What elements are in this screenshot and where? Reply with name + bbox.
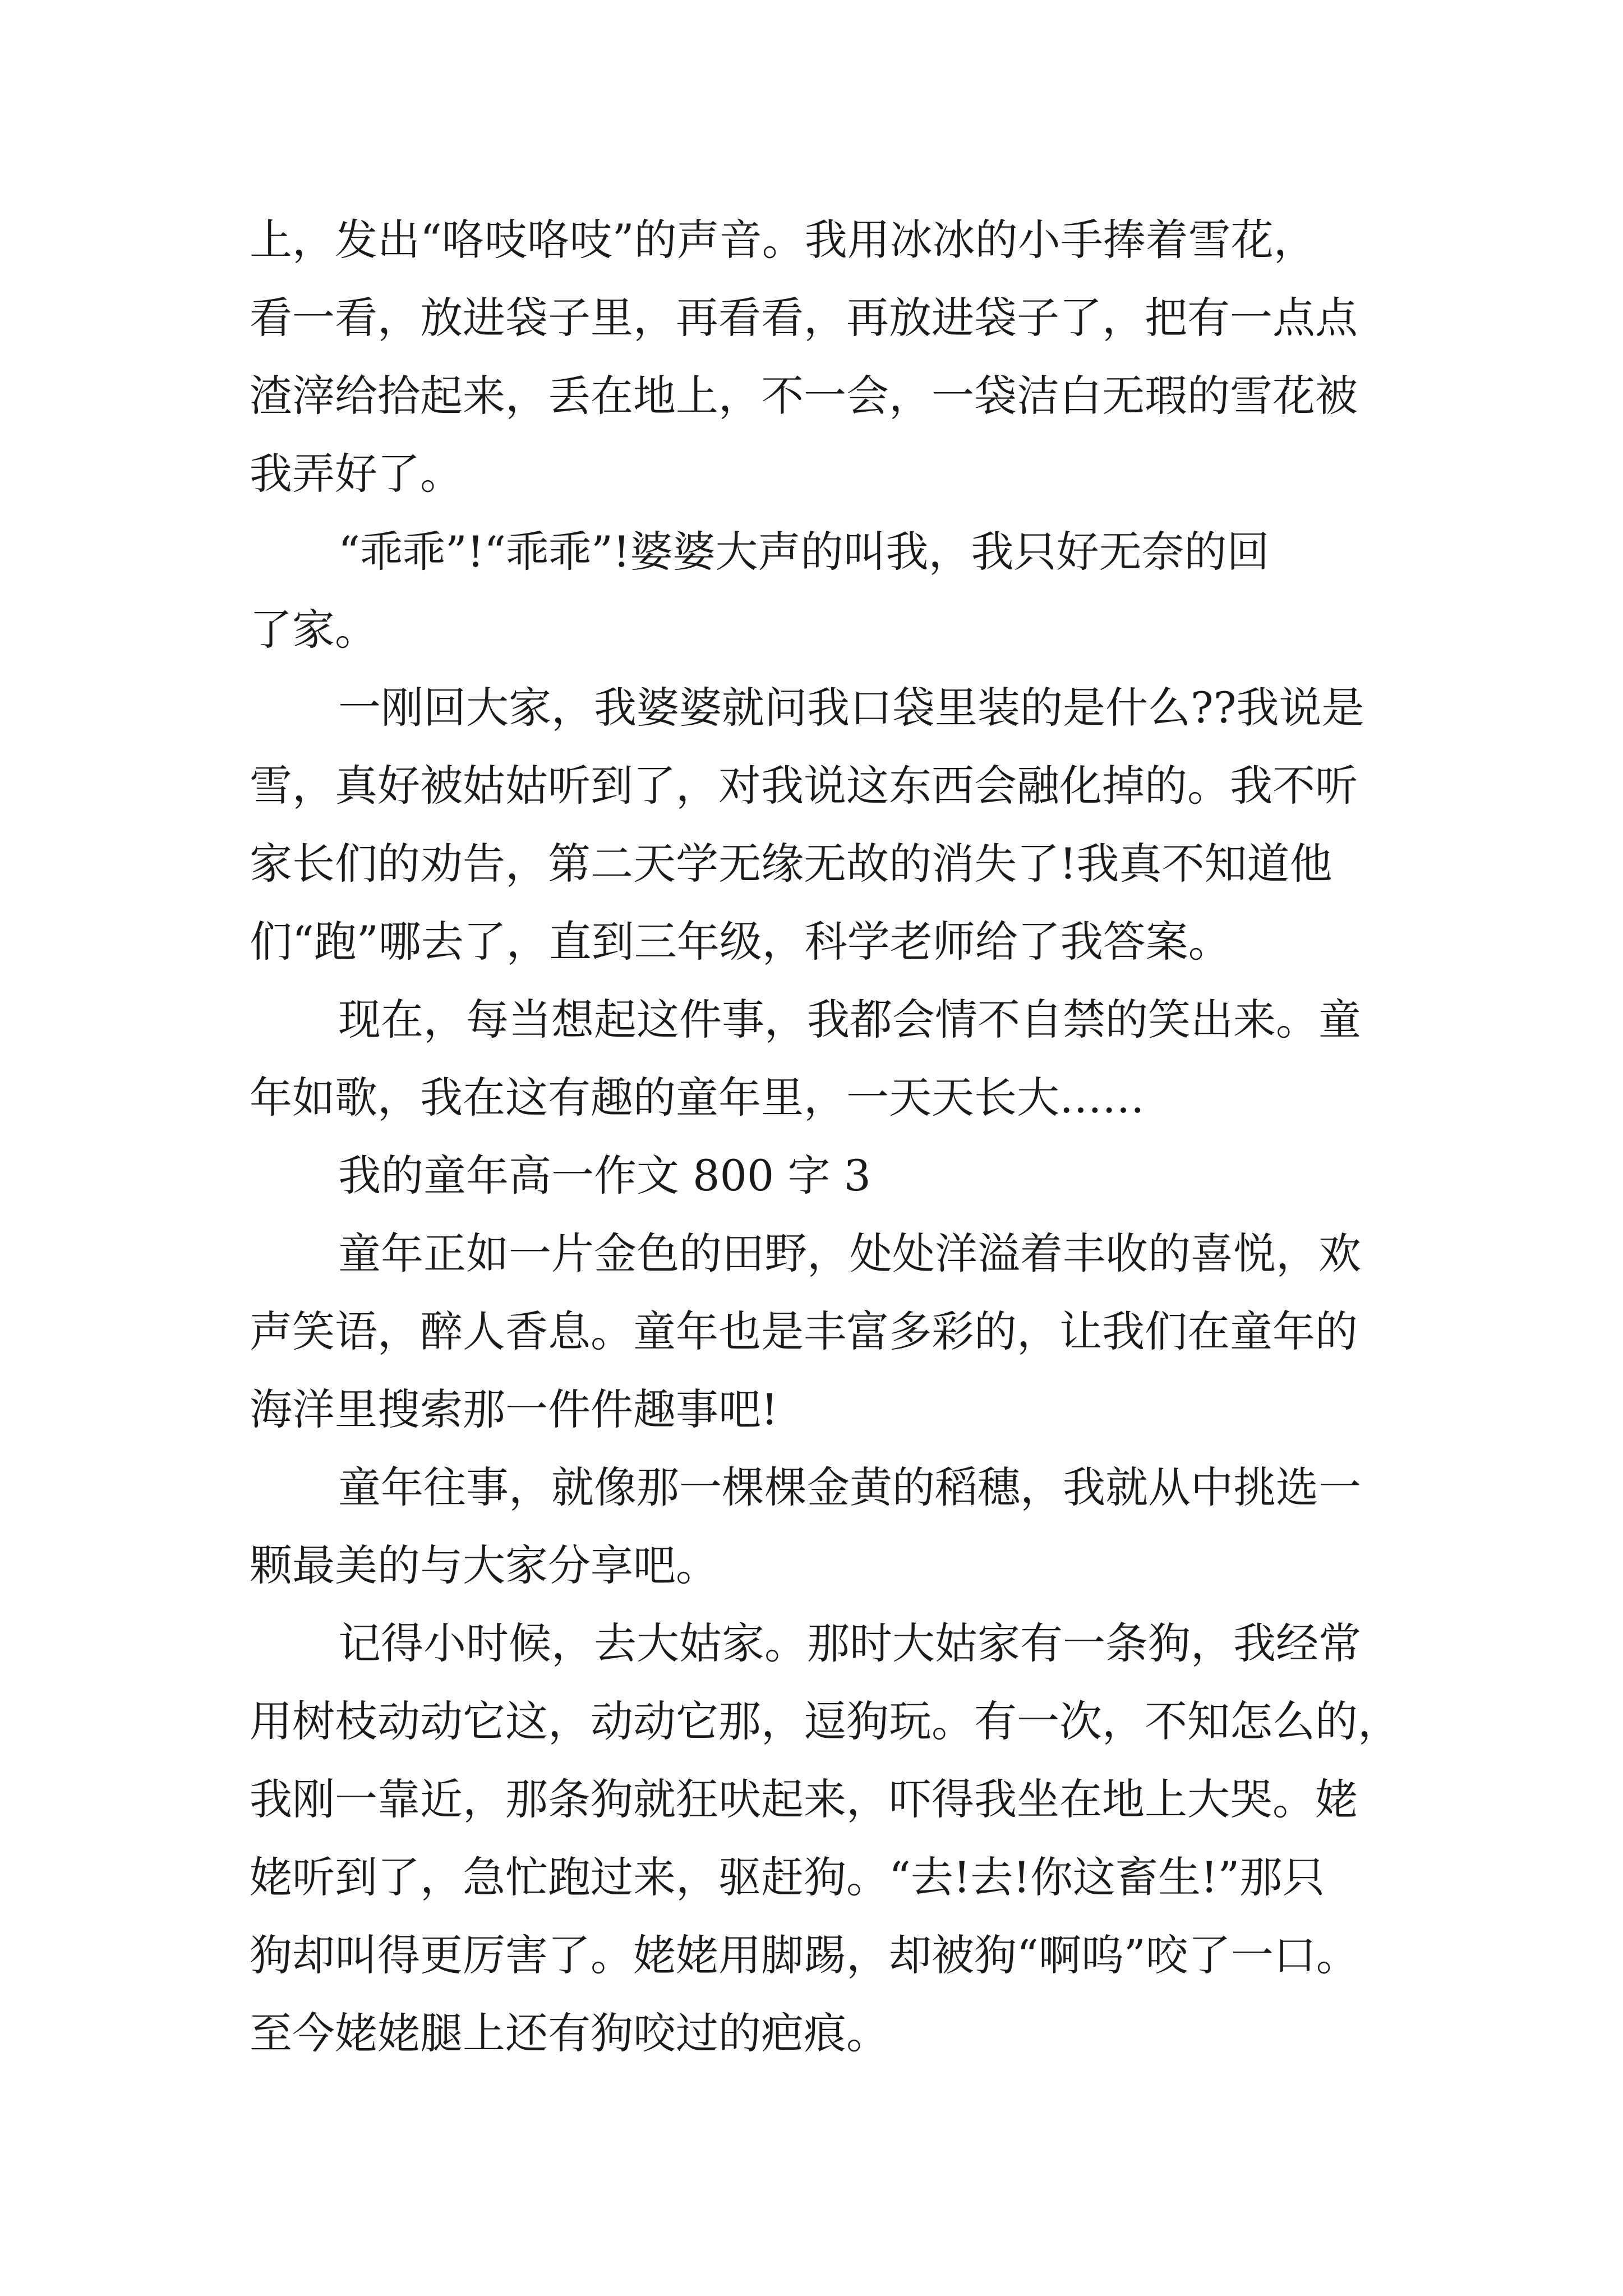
- text-line: 姥听到了，急忙跑过来，驱赶狗。“去!去!你这畜生!”那只: [250, 1852, 1325, 1902]
- text-line: 渣滓给拾起来，丢在地上，不一会，一袋洁白无瑕的雪花被: [250, 371, 1358, 421]
- text-line: 看一看，放进袋子里，再看看，再放进袋子了，把有一点点: [250, 293, 1358, 343]
- text-line: 了家。: [250, 605, 377, 655]
- text-line: 用树枝动动它这，动动它那，逗狗玩。有一次，不知怎么的，: [250, 1696, 1400, 1746]
- text-line: 至今姥姥腿上还有狗咬过的疤痕。: [250, 2008, 889, 2058]
- section-heading: 我的童年高一作文 800 字 3: [338, 1151, 871, 1200]
- paragraph-start-line: 记得小时候，去大姑家。那时大姑家有一条狗，我经常: [338, 1618, 1361, 1668]
- text-line: 狗却叫得更厉害了。姥姥用脚踢，却被狗“啊呜”咬了一口。: [250, 1930, 1359, 1980]
- text-line: 声笑语，醉人香息。童年也是丰富多彩的，让我们在童年的: [250, 1306, 1358, 1356]
- text-line: 雪，真好被姑姑听到了，对我说这东西会融化掉的。我不听: [250, 761, 1358, 811]
- text-line: 颗最美的与大家分享吧。: [250, 1540, 718, 1590]
- text-line: 上，发出“咯吱咯吱”的声音。我用冰冰的小手捧着雪花，: [250, 215, 1316, 265]
- text-line: 我弄好了。: [250, 449, 463, 499]
- text-line: 家长们的劝告，第二天学无缘无故的消失了!我真不知道他: [250, 839, 1332, 889]
- text-line: 们“跑”哪去了，直到三年级，科学老师给了我答案。: [250, 917, 1231, 967]
- paragraph-start-line: 童年往事，就像那一棵棵金黄的稻穗，我就从中挑选一: [338, 1462, 1361, 1512]
- essay-body: [250, 201, 1400, 2072]
- text-line: 年如歌，我在这有趣的童年里，一天天长大……: [250, 1073, 1145, 1122]
- paragraph-start-line: 童年正如一片金色的田野，处处洋溢着丰收的喜悦，欢: [338, 1228, 1361, 1278]
- paragraph-start-line: 现在，每当想起这件事，我都会情不自禁的笑出来。童: [338, 995, 1361, 1045]
- text-line: 我刚一靠近，那条狗就狂吠起来，吓得我坐在地上大哭。姥: [250, 1774, 1358, 1824]
- text-line: 海洋里搜索那一件件趣事吧!: [250, 1384, 778, 1434]
- paragraph-start-line: 一刚回大家，我婆婆就问我口袋里装的是什么??我说是: [338, 683, 1364, 733]
- paragraph-start-line: “乖乖”!“乖乖”!婆婆大声的叫我，我只好无奈的回: [338, 527, 1270, 577]
